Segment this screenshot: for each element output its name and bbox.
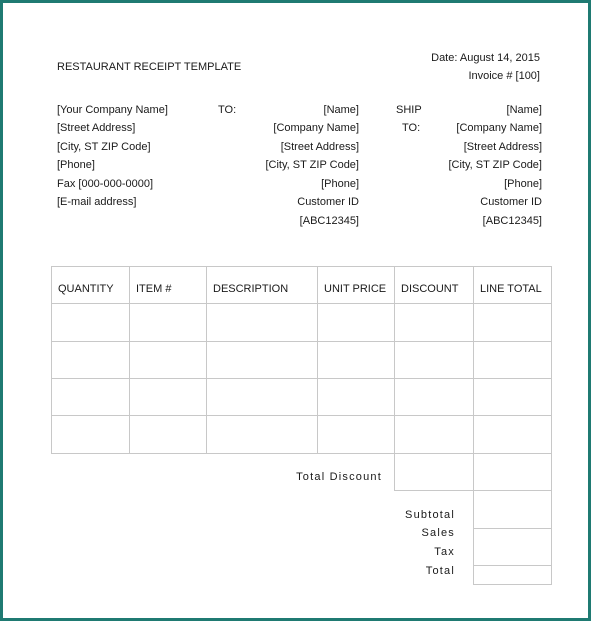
- receipt-title: RESTAURANT RECEIPT TEMPLATE: [57, 61, 242, 73]
- sender-phone: [Phone]: [57, 159, 95, 171]
- ship-label: SHIP: [396, 104, 422, 116]
- to-city-state-zip: [City, ST ZIP Code]: [265, 159, 359, 171]
- ship-city-state-zip: [City, ST ZIP Code]: [448, 159, 542, 171]
- subtotal-label: Subtotal: [405, 509, 455, 521]
- ship-phone: [Phone]: [504, 178, 542, 190]
- table-row[interactable]: [52, 416, 551, 453]
- column-header-description: DESCRIPTION: [213, 283, 289, 295]
- total-discount-cell[interactable]: [395, 454, 473, 490]
- column-header-unit-price: UNIT PRICE: [324, 283, 387, 295]
- sender-fax: Fax [000-000-0000]: [57, 178, 154, 190]
- to-label: TO:: [218, 104, 237, 116]
- subtotal-cell[interactable]: [474, 491, 551, 527]
- to-street-address: [Street Address]: [280, 141, 359, 153]
- to-customer-id-label: Customer ID: [297, 196, 359, 208]
- total-label: Total: [425, 565, 455, 577]
- to-customer-id: [ABC12345]: [299, 215, 359, 227]
- table-row[interactable]: [52, 342, 551, 379]
- sales-label: Sales: [421, 527, 455, 539]
- sender-city-state-zip: [City, ST ZIP Code]: [57, 141, 151, 153]
- column-header-item-number: ITEM #: [136, 283, 172, 295]
- column-header-discount: DISCOUNT: [401, 283, 459, 295]
- to-phone: [Phone]: [321, 178, 359, 190]
- total-discount-label: Total Discount: [296, 471, 382, 483]
- ship-company-name: [Company Name]: [456, 122, 542, 134]
- invoice-number: Invoice # [100]: [468, 70, 540, 82]
- column-header-quantity: QUANTITY: [58, 283, 114, 295]
- sender-company-name: [Your Company Name]: [57, 104, 168, 116]
- column-header-line-total: LINE TOTAL: [480, 283, 542, 295]
- table-row[interactable]: [52, 304, 551, 341]
- table-row[interactable]: [52, 379, 551, 416]
- sender-street-address: [Street Address]: [57, 122, 136, 134]
- to-name: [Name]: [323, 104, 359, 116]
- ship-name: [Name]: [506, 104, 542, 116]
- receipt-date: Date: August 14, 2015: [431, 52, 540, 64]
- sales-tax-cell[interactable]: [474, 529, 551, 565]
- ship-customer-id-label: Customer ID: [480, 196, 542, 208]
- ship-street-address: [Street Address]: [463, 141, 542, 153]
- total-cell[interactable]: [474, 566, 551, 584]
- to-company-name: [Company Name]: [273, 122, 359, 134]
- ship-customer-id: [ABC12345]: [482, 215, 542, 227]
- table-body: [52, 304, 551, 453]
- tax-label: Tax: [434, 546, 455, 558]
- ship-to-label: TO:: [402, 122, 421, 134]
- sender-email: [E-mail address]: [57, 196, 137, 208]
